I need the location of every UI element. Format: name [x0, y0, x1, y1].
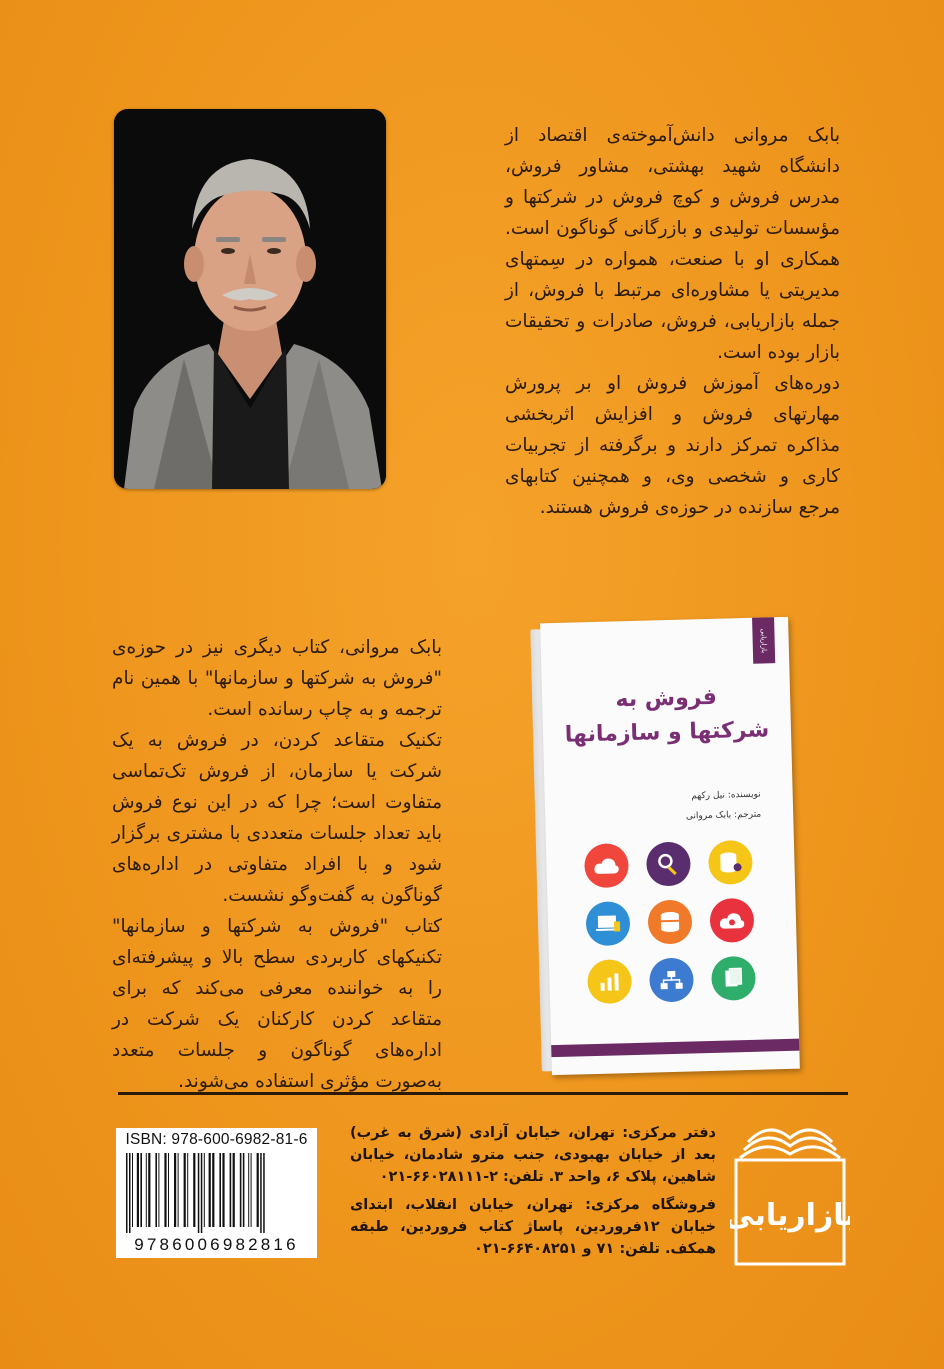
barcode-bar — [204, 1153, 205, 1227]
book-bottom-band — [551, 1039, 799, 1057]
barcode-bar — [164, 1153, 166, 1227]
barcode-bar — [230, 1153, 232, 1227]
publisher-logo-text: بازاریابی — [730, 1198, 850, 1233]
book-title-line-2: شرکتها و سازمانها — [564, 717, 770, 748]
book-front — [540, 617, 800, 1075]
author-photo — [114, 109, 386, 489]
store-address: فروشگاه مرکزی: تهران، خیابان انقلاب، ابتدای خیابان ۱۲فروردین، پاساژ کتاب فروردین، طبقه همکف. تلفن: ۷۱ و ۶۶۴۰۸۲۵۱-۰۲۱ — [350, 1197, 716, 1257]
devices-icon — [585, 901, 630, 946]
office-address: دفتر مرکزی: تهران، خیابان آزادی (شرق به غرب) بعد از خیابان بهبودی، جنب مترو شادمان، خیابان شاهین، پلاک ۶، واحد ۳. تلفن: ۲-۶۶۰۲۸۱۱۱-۰۲۱ — [350, 1125, 716, 1185]
barcode-bar — [201, 1153, 203, 1233]
book-author: نویسنده: نیل رکهم — [691, 789, 761, 802]
book-translator: مترجم: بابک مروانی — [685, 809, 762, 822]
barcode-bar — [219, 1153, 221, 1227]
publisher-address — [350, 1122, 716, 1266]
book-blurb — [112, 632, 442, 1097]
barcode-bar — [187, 1153, 188, 1227]
barcode-bar — [148, 1153, 150, 1227]
book-title — [542, 679, 792, 753]
barcode-bar — [248, 1153, 249, 1227]
barcode-bar — [155, 1153, 157, 1227]
blurb-paragraph: تکنیک متقاعد کردن، در فروش به یک شرکت یا سازمان، از فروش تک‌تماسی متفاوت است؛ چرا که در این نوع فروش باید تعداد جلسات متعددی با مشتری برگزار شود و با افراد متفاوتی در اداره‌های گوناگون به گفت‌وگو نشست. — [112, 730, 442, 906]
isbn-digits: 9786006982816 — [134, 1235, 299, 1254]
bio-paragraph: دوره‌های آموزش فروش او بر پرورش مهارتهای فروش و افزایش اثربخشی مذاکره تمرکز دارند و برگرفته از تجربیات کاری و شخصی وی، و همچنین کتابهای مرجع سازنده در حوزه‌ی فروش هستند. — [505, 373, 840, 518]
database-gear-icon — [708, 840, 753, 885]
isbn-barcode-box — [116, 1128, 317, 1258]
book-icon-grid — [584, 840, 763, 1005]
cloud-settings-icon — [709, 898, 754, 943]
barcode-bar — [178, 1153, 179, 1227]
database-icon — [647, 899, 692, 944]
book-publisher-logo: بازاریابی — [752, 617, 775, 664]
barcode-bar — [184, 1153, 186, 1227]
cloud-icon — [584, 843, 629, 888]
divider-line — [118, 1092, 848, 1095]
documents-icon — [711, 956, 756, 1001]
bio-paragraph: بابک مروانی دانش‌آموخته‌ی اقتصاد از دانشگاه شهید بهشتی، مشاور فروش، مدرس فروش و کوچ فروش در شرکتها و مؤسسات تولیدی و بازرگانی گوناگون است. همکاری او با صنعت، همواره در سِمتهای مدیریتی یا مشاوره‌ای مرتبط با فروش، از جمله بازاریابی، فروش، صادرات و تحقیقات بازار بوده است. — [505, 125, 840, 363]
barcode-bar — [257, 1153, 259, 1227]
barcode — [122, 1153, 311, 1233]
barcode-bar — [251, 1153, 252, 1227]
barcode-bar — [126, 1153, 128, 1233]
author-bio — [505, 120, 840, 523]
publisher-logo — [730, 1120, 850, 1266]
barcode-bar — [146, 1153, 147, 1227]
barcode-bar — [132, 1153, 133, 1227]
blurb-paragraph: بابک مروانی، کتاب دیگری نیز در حوزه‌ی "فروش به شرکتها و سازمانها" با همین نام ترجمه و به چاپ رسانده است. — [112, 637, 442, 720]
barcode-bar — [263, 1153, 265, 1233]
barcode-bar — [168, 1153, 169, 1227]
search-gear-icon — [646, 841, 691, 886]
barcode-bar — [233, 1153, 235, 1227]
barcode-bar — [212, 1153, 214, 1227]
barcode-bar — [158, 1153, 159, 1227]
book-cover-image — [540, 617, 800, 1075]
book-title-line-1: فروش به — [615, 684, 718, 713]
barcode-bar — [129, 1153, 131, 1233]
blurb-paragraph: کتاب "فروش به شرکتها و سازمانها" تکنیکهای کاربردی سطح بالا و پیشرفته‌ای را به خواننده معرفی می‌کند که برای متقاعد کردن کارکنان یک شرکت در اداره‌های گوناگون و جلسات متعدد به‌صورت مؤثری استفاده می‌شوند. — [112, 916, 442, 1092]
barcode-bar — [209, 1153, 211, 1227]
isbn-label: ISBN: 978-600-6982-81-6 — [125, 1131, 308, 1148]
network-icon — [649, 957, 694, 1002]
barcode-bar — [260, 1153, 262, 1233]
barcode-bar — [222, 1153, 224, 1227]
barcode-bar — [243, 1153, 245, 1227]
barcode-bar — [193, 1153, 195, 1227]
barcode-bar — [198, 1153, 200, 1233]
barcode-bar — [137, 1153, 139, 1227]
barcode-bar — [140, 1153, 142, 1227]
barcode-bar — [174, 1153, 176, 1227]
barcode-bar — [240, 1153, 242, 1227]
chart-icon — [587, 959, 632, 1004]
